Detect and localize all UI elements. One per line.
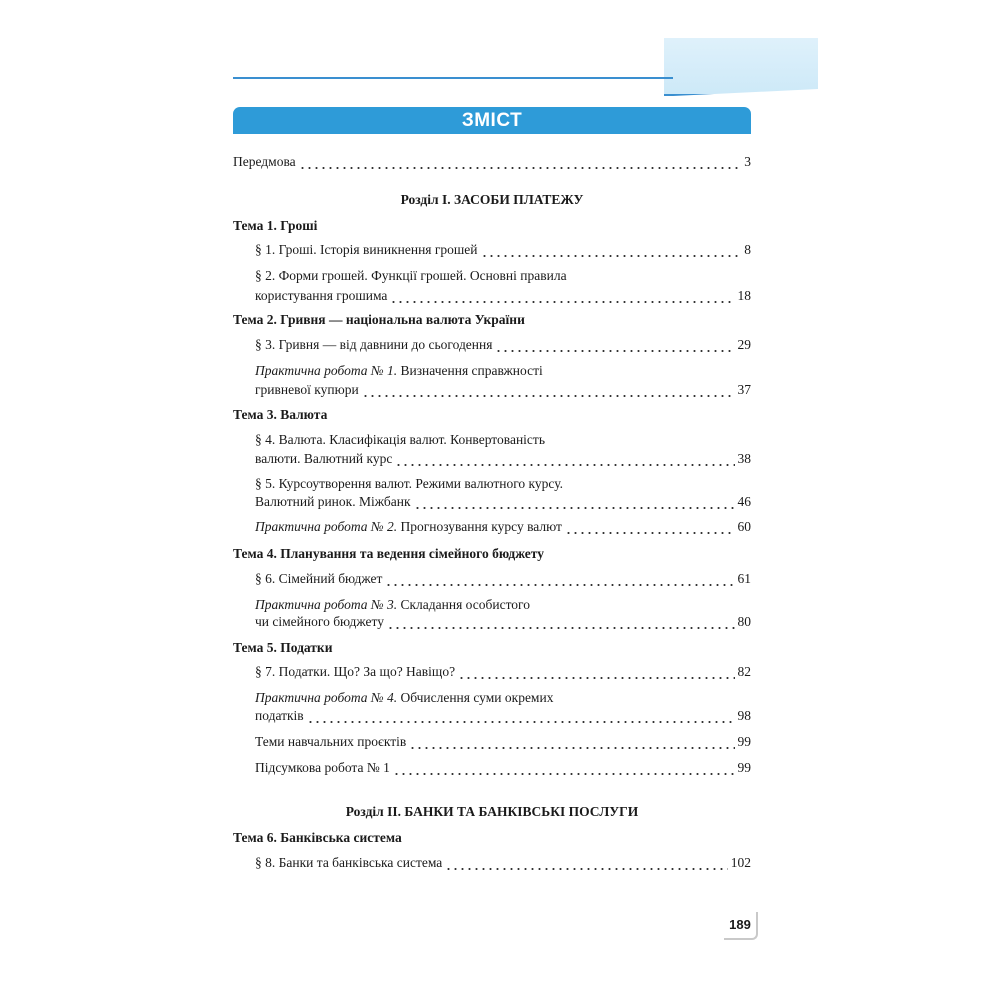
toc-entry-text: Визначення справжності	[397, 363, 543, 378]
dot-leader	[565, 518, 735, 536]
toc-page-number: 82	[737, 664, 751, 679]
dot-leader	[414, 493, 735, 511]
toc-entry[interactable]	[255, 663, 751, 681]
toc-entry-label: Передмова	[233, 154, 296, 169]
toc-entry-label: користування грошима	[255, 288, 388, 303]
topic-heading: Тема 2. Гривня — національна валюта України	[233, 312, 525, 327]
toc-page-number: 60	[737, 519, 751, 534]
dot-leader	[385, 570, 734, 588]
dot-leader	[409, 733, 734, 751]
toc-entry-label[interactable]: § 4. Валюта. Класифікація валют. Конвертованість	[255, 432, 545, 447]
toc-entry[interactable]	[255, 854, 751, 872]
toc-entry-label	[255, 518, 562, 536]
toc-entry[interactable]	[255, 518, 751, 536]
dot-leader	[307, 707, 735, 725]
toc-entry-label: § 1. Гроші. Історія виникнення грошей	[255, 242, 478, 257]
toc-entry-label[interactable]	[255, 596, 530, 614]
toc-entry-label: гривневої купюри	[255, 382, 359, 397]
toc-page-number: 3	[744, 154, 751, 169]
dot-leader	[445, 854, 727, 872]
toc-page-number: 98	[737, 708, 751, 723]
toc-page-number: 37	[737, 382, 751, 397]
dot-leader	[299, 153, 742, 171]
toc-entry[interactable]	[255, 381, 751, 399]
toc-page-number: 46	[737, 494, 751, 509]
toc-page-number: 102	[730, 855, 751, 870]
toc-entry-label[interactable]: § 5. Курсоутворення валют. Режими валютного курсу.	[255, 476, 564, 491]
toc-page-number: 99	[737, 760, 751, 775]
practical-work-label: Практична робота № 2.	[255, 519, 398, 534]
topic-heading: Тема 6. Банківська система	[233, 830, 402, 845]
toc-page-number: 8	[744, 242, 751, 257]
topic-heading: Тема 3. Валюта	[233, 407, 328, 422]
toc-page-number: 18	[737, 288, 751, 303]
practical-work-label: Практична робота № 1.	[255, 363, 398, 378]
page-title: ЗМІСТ	[233, 107, 751, 134]
dot-leader	[495, 336, 734, 354]
toc-entry-label: Підсумкова робота № 1	[255, 760, 390, 775]
toc-entry-label[interactable]	[255, 689, 553, 707]
toc-entry[interactable]	[255, 613, 751, 631]
toc-entry-label: § 6. Сімейний бюджет	[255, 571, 383, 586]
dot-leader	[362, 381, 735, 399]
toc-page-number: 29	[737, 337, 751, 352]
toc-entry-label: § 3. Гривня — від давнини до сьогодення	[255, 337, 493, 352]
toc-entry-label[interactable]	[255, 362, 543, 380]
toc-entry-text: Прогнозування курсу валют	[397, 519, 562, 534]
topic-heading: Тема 5. Податки	[233, 640, 333, 655]
practical-work-label: Практична робота № 4.	[255, 690, 398, 705]
toc-entry[interactable]	[255, 493, 751, 511]
dot-leader	[387, 613, 735, 631]
toc-entry[interactable]	[255, 570, 751, 588]
topic-heading: Тема 4. Планування та ведення сімейного бюджету	[233, 546, 545, 561]
page-number: 189	[724, 912, 758, 940]
toc-entry-text: Обчислення суми окремих	[397, 690, 554, 705]
section-heading: Розділ ІІ. БАНКИ ТА БАНКІВСЬКІ ПОСЛУГИ	[345, 804, 639, 819]
toc-entry[interactable]	[255, 707, 751, 725]
toc-entry-preface[interactable]	[233, 153, 751, 171]
dot-leader	[481, 241, 742, 259]
dot-leader	[395, 450, 734, 468]
header-tab-decoration	[664, 38, 818, 96]
toc-page-number: 99	[737, 734, 751, 749]
toc-entry-label: § 8. Банки та банківська система	[255, 855, 443, 870]
dot-leader	[458, 663, 734, 681]
toc-entry-label: Теми навчальних проєктів	[255, 734, 407, 749]
toc-entry[interactable]	[255, 733, 751, 751]
toc-entry-text: Складання особистого	[397, 597, 531, 612]
toc-page-number: 80	[737, 614, 751, 629]
section-heading: Розділ І. ЗАСОБИ ПЛАТЕЖУ	[400, 192, 584, 207]
toc-entry-label: Валютний ринок. Міжбанк	[255, 494, 411, 509]
toc-entry[interactable]	[255, 287, 751, 305]
topic-heading: Тема 1. Гроші	[233, 218, 318, 233]
practical-work-label: Практична робота № 3.	[255, 597, 398, 612]
toc-page-number: 38	[737, 451, 751, 466]
toc-entry-label: валюти. Валютний курс	[255, 451, 393, 466]
toc-entry-label: податків	[255, 708, 304, 723]
toc-entry-label[interactable]: § 2. Форми грошей. Функції грошей. Основні правила	[255, 268, 567, 283]
toc-entry-label: § 7. Податки. Що? За що? Навіщо?	[255, 664, 456, 679]
toc-entry[interactable]	[255, 450, 751, 468]
header-rule	[233, 77, 673, 79]
toc-entry-label: чи сімейного бюджету	[255, 614, 384, 629]
toc-page-number: 61	[737, 571, 751, 586]
toc-entry[interactable]	[255, 241, 751, 259]
toc-entry[interactable]	[255, 336, 751, 354]
dot-leader	[390, 287, 734, 305]
dot-leader	[393, 759, 735, 777]
toc-entry[interactable]	[255, 759, 751, 777]
